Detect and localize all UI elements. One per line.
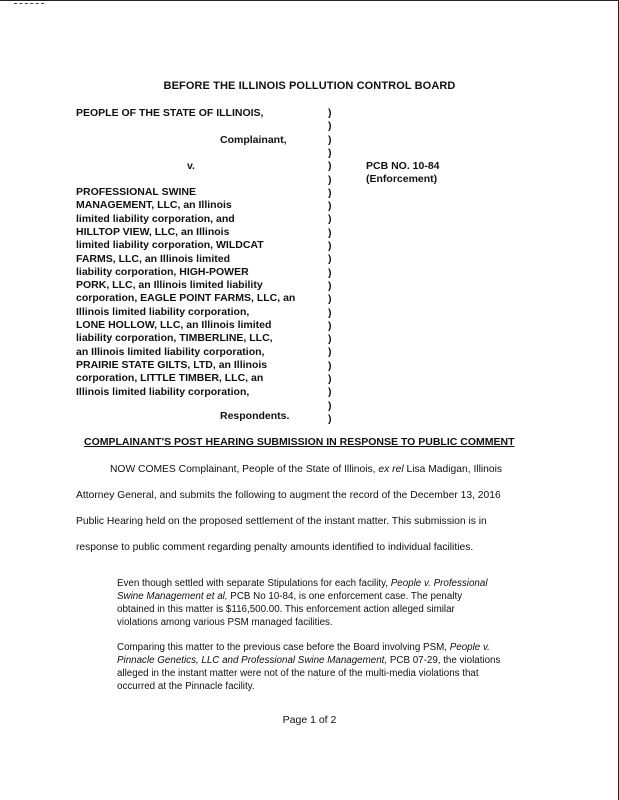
scan-mark <box>14 3 44 5</box>
respondent-line: PROFESSIONAL SWINE <box>76 186 196 198</box>
respondent-line: liability corporation, HIGH-POWER <box>76 265 249 278</box>
caption-paren: ) <box>328 186 332 199</box>
caption-paren: ) <box>328 279 332 292</box>
quote-text: Even though settled with separate Stipulations for each facility, <box>117 578 391 589</box>
caption-paren: ) <box>328 200 332 213</box>
respondent-line: liability corporation, TIMBERLINE, LLC, <box>76 332 273 345</box>
caption-paren: ) <box>328 386 332 399</box>
caption-paren: ) <box>328 133 332 146</box>
quote2-line-2 <box>117 655 500 666</box>
body-line-3: Public Hearing held on the proposed settlement of the instant matter. This submission is in <box>76 516 487 527</box>
submission-title: COMPLAINANT'S POST HEARING SUBMISSION IN RESPONSE TO PUBLIC COMMENT <box>84 436 515 448</box>
caption-paren: ) <box>328 120 332 133</box>
caption-paren: ) <box>328 306 332 319</box>
caption-paren: ) <box>328 240 332 252</box>
body-line-2: Attorney General, and submits the following to augment the record of the December 13, 2016 <box>76 490 501 501</box>
respondent-line: limited liability corporation, and <box>76 212 235 225</box>
court-header: BEFORE THE ILLINOIS POLLUTION CONTROL BOARD <box>163 80 456 92</box>
caption-paren: ) <box>328 359 332 372</box>
body-line-1 <box>110 464 502 475</box>
versus: v. <box>187 160 195 172</box>
respondent-line: FARMS, LLC, an Illinois limited <box>76 252 231 265</box>
respondent-line: PORK, LLC, an Illinois limited liability <box>76 279 263 292</box>
caption-paren: ) <box>328 107 332 119</box>
caption-paren: ) <box>328 373 332 385</box>
caption-paren: ) <box>328 266 332 279</box>
quote-text: PCB No 10-84, is one enforcement case. The penalty <box>227 591 463 602</box>
respondent-line: corporation, LITTLE TIMBER, LLC, an <box>76 372 264 385</box>
quote1-line-3: obtained in this matter is $116,500.00. This enforcement action alleged similar <box>117 604 455 615</box>
quote2-line-3: alleged in the instant matter were not of the nature of the multi-media violations that <box>117 668 479 679</box>
respondent-line: corporation, EAGLE POINT FARMS, LLC, an <box>76 292 296 305</box>
caption-paren: ) <box>328 346 332 359</box>
case-type: (Enforcement) <box>366 173 438 185</box>
quote-italic: People v. <box>449 642 490 653</box>
plaintiff-name: PEOPLE OF THE STATE OF ILLINOIS, <box>76 107 264 119</box>
quote2-line-1 <box>117 642 490 653</box>
body-italic: ex rel <box>378 464 404 475</box>
caption-paren: ) <box>328 226 332 239</box>
quote-italic: Pinnacle Genetics, LLC and Professional Swine Management, <box>117 655 388 666</box>
caption-paren: ) <box>328 412 332 425</box>
quote-italic: Swine Management et al, <box>117 591 228 602</box>
respondents-label: Respondents. <box>220 410 290 422</box>
quote2-line-4: occurred at the Pinnacle facility. <box>117 681 255 692</box>
body-line-4: response to public comment regarding penalty amounts identified to individual facilities. <box>76 542 474 553</box>
body-text: NOW COMES Complainant, People of the State of Illinois, <box>110 464 379 475</box>
quote1-line-1 <box>117 578 488 589</box>
respondent-line: MANAGEMENT, LLC, an Illinois <box>76 199 232 212</box>
quote-italic: People v. Professional <box>390 578 488 589</box>
body-text: Lisa Madigan, Illinois <box>403 464 503 475</box>
caption-paren: ) <box>328 399 332 412</box>
caption-paren: ) <box>328 173 332 186</box>
respondent-line: limited liability corporation, WILDCAT <box>76 239 264 252</box>
caption-paren: ) <box>328 213 332 226</box>
respondent-line: HILLTOP VIEW, LLC, an Illinois <box>76 225 230 238</box>
respondent-line: Illinois limited liability corporation, <box>76 305 250 318</box>
quote-text: PCB 07-29, the violations <box>387 655 501 666</box>
caption-paren: ) <box>328 146 332 159</box>
quote1-line-4: violations among various PSM managed facilities. <box>117 617 333 628</box>
respondent-line: an Illinois limited liability corporation, <box>76 345 265 358</box>
caption-paren: ) <box>328 319 332 332</box>
caption-paren: ) <box>328 293 332 306</box>
quote1-line-2 <box>117 591 462 602</box>
caption-paren: ) <box>328 333 332 346</box>
caption-paren: ) <box>328 253 332 266</box>
complainant-label: Complainant, <box>220 134 287 146</box>
page-footer: Page 1 of 2 <box>282 714 337 726</box>
respondent-line: PRAIRIE STATE GILTS, LTD, an Illinois <box>76 358 268 371</box>
quote-text: Comparing this matter to the previous case before the Board involving PSM, <box>117 642 450 653</box>
respondent-line: LONE HOLLOW, LLC, an Illinois limited <box>76 319 272 331</box>
respondent-line: Illinois limited liability corporation, <box>76 385 250 398</box>
case-number: PCB NO. 10-84 <box>366 160 440 172</box>
caption-paren: ) <box>328 160 332 173</box>
